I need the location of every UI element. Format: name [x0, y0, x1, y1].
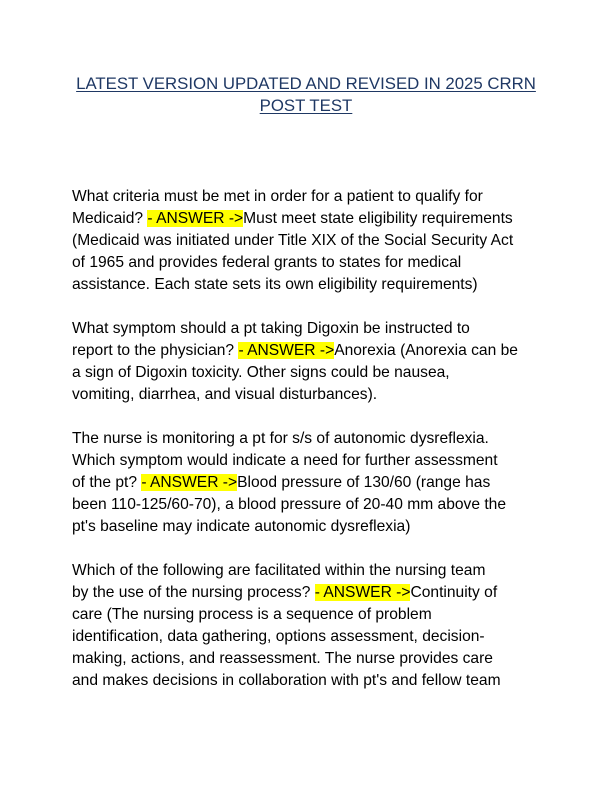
answer-text: and makes decisions in collaboration with pt's and fellow team	[72, 672, 501, 689]
answer-text: Must meet state eligibility requirements	[243, 210, 513, 227]
title-line-1: LATEST VERSION UPDATED AND REVISED IN 2025 CRRN	[76, 74, 536, 93]
qa-line	[72, 472, 544, 494]
answer-text: vomiting, diarrhea, and visual disturbances).	[72, 386, 378, 403]
answer-marker: - ANSWER ->	[147, 210, 244, 227]
answer-text: pt's baseline may indicate autonomic dysreflexia)	[72, 518, 411, 535]
answer-marker: - ANSWER ->	[314, 584, 411, 601]
answer-text: Blood pressure of 130/60 (range has	[237, 474, 491, 491]
question-text: of the pt?	[72, 474, 142, 491]
question-text: Medicaid?	[72, 210, 148, 227]
answer-text: (Medicaid was initiated under Title XIX of the Social Security Act	[72, 232, 514, 249]
answer-text: identification, data gathering, options assessment, decision-	[72, 628, 485, 645]
qa-item-dysreflexia	[72, 428, 544, 538]
answer-text: care (The nursing process is a sequence of problem	[72, 606, 432, 623]
qa-item-medicaid	[72, 186, 544, 296]
question-text: What symptom should a pt taking Digoxin be instructed to	[72, 320, 470, 337]
answer-text: Continuity of	[410, 584, 498, 601]
qa-line	[72, 582, 544, 604]
qa-item-nursing-process	[72, 560, 544, 692]
question-text: Which symptom would indicate a need for further assessment	[72, 452, 498, 469]
question-text: What criteria must be met in order for a patient to qualify for	[72, 188, 483, 205]
qa-item-digoxin	[72, 318, 544, 406]
question-text: Which of the following are facilitated within the nursing team	[72, 562, 486, 579]
qa-content	[72, 186, 544, 714]
question-text: by the use of the nursing process?	[72, 584, 315, 601]
title-line-2: POST TEST	[259, 96, 353, 115]
answer-text: of 1965 and provides federal grants to states for medical	[72, 254, 462, 271]
document-title	[72, 73, 540, 117]
answer-text: making, actions, and reassessment. The nurse provides care	[72, 650, 493, 667]
question-text: The nurse is monitoring a pt for s/s of autonomic dysreflexia.	[72, 430, 489, 447]
question-text: report to the physician?	[72, 342, 239, 359]
answer-text: been 110-125/60-70), a blood pressure of 20-40 mm above the	[72, 496, 507, 513]
answer-text: a sign of Digoxin toxicity. Other signs could be nausea,	[72, 364, 450, 381]
answer-marker: - ANSWER ->	[141, 474, 238, 491]
answer-text: assistance. Each state sets its own eligibility requirements)	[72, 276, 478, 293]
answer-marker: - ANSWER ->	[238, 342, 335, 359]
qa-line	[72, 208, 544, 230]
qa-line	[72, 340, 544, 362]
answer-text: Anorexia (Anorexia can be	[334, 342, 518, 359]
